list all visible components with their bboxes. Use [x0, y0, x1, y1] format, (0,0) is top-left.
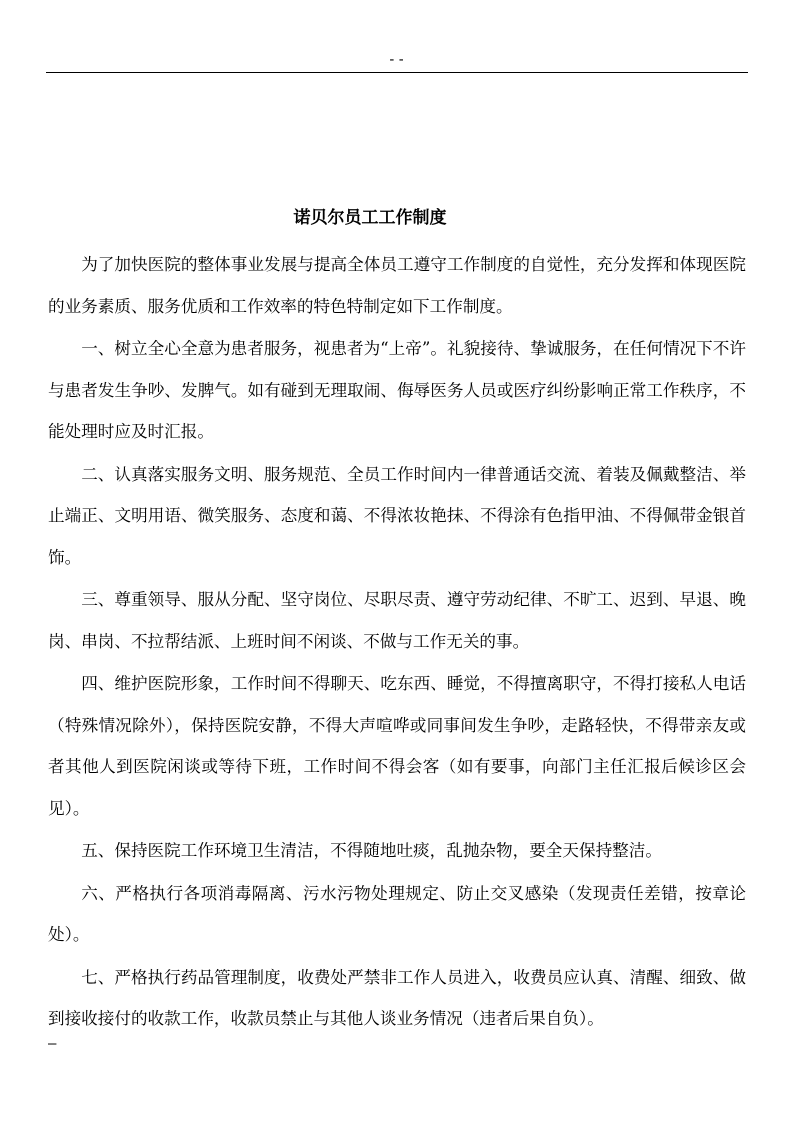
intro-paragraph: 为了加快医院的整体事业发展与提高全体员工遵守工作制度的自觉性，充分发挥和体现医院的业务素质、服务优质和工作效率的特色特制定如下工作制度。: [48, 255, 746, 316]
page-header-mark: --: [387, 52, 407, 68]
rule-paragraph-3: 三、尊重领导、服从分配、坚守岗位、尽职尽责、遵守劳动纪律、不旷工、迟到、早退、晚岗、串岗、不拉帮结派、上班时间不闲谈、不做与工作无关的事。: [48, 590, 746, 651]
rule-paragraph-4: 四、维护医院形象，工作时间不得聊天、吃东西、睡觉，不得擅离职守，不得打接私人电话（特殊情况除外），保持医院安静，不得大声喧哗或同事间发生争吵，走路轻快，不得带亲友或者其他人到医院闲谈或等待下班，工作时间不得会客（如有要事，向部门主任汇报后候诊区会见）。: [48, 674, 746, 818]
rule-paragraph-7: 七、严格执行药品管理制度，收费处严禁非工作人员进入，收费员应认真、清醒、细致、做到接收接付的收款工作，收款员禁止与其他人谈业务情况（违者后果自负）。: [48, 967, 746, 1028]
rule-paragraph-2: 二、认真落实服务文明、服务规范、全员工作时间内一律普通话交流、着装及佩戴整洁、举止端正、文明用语、微笑服务、态度和蔼、不得浓妆艳抹、不得涂有色指甲油、不得佩带金银首饰。: [48, 464, 746, 567]
header-divider: [46, 72, 748, 73]
document-title: 诺贝尔员工工作制度: [293, 208, 447, 228]
page-footer-mark: –: [48, 1036, 57, 1052]
rule-paragraph-6: 六、严格执行各项消毒隔离、污水污物处理规定、防止交叉感染（发现责任差错，按章论处）。: [48, 883, 746, 944]
rule-paragraph-5: 五、保持医院工作环境卫生清洁，不得随地吐痰，乱抛杂物，要全天保持整洁。: [81, 841, 662, 860]
document-body: [48, 244, 746, 1041]
rule-paragraph-1: 一、树立全心全意为患者服务，视患者为“上帝”。礼貌接待、挚诚服务，在任何情况下不许与患者发生争吵、发脾气。如有碰到无理取闹、侮辱医务人员或医疗纠纷影响正常工作秩序，不能处理时应及时汇报。: [48, 339, 746, 441]
